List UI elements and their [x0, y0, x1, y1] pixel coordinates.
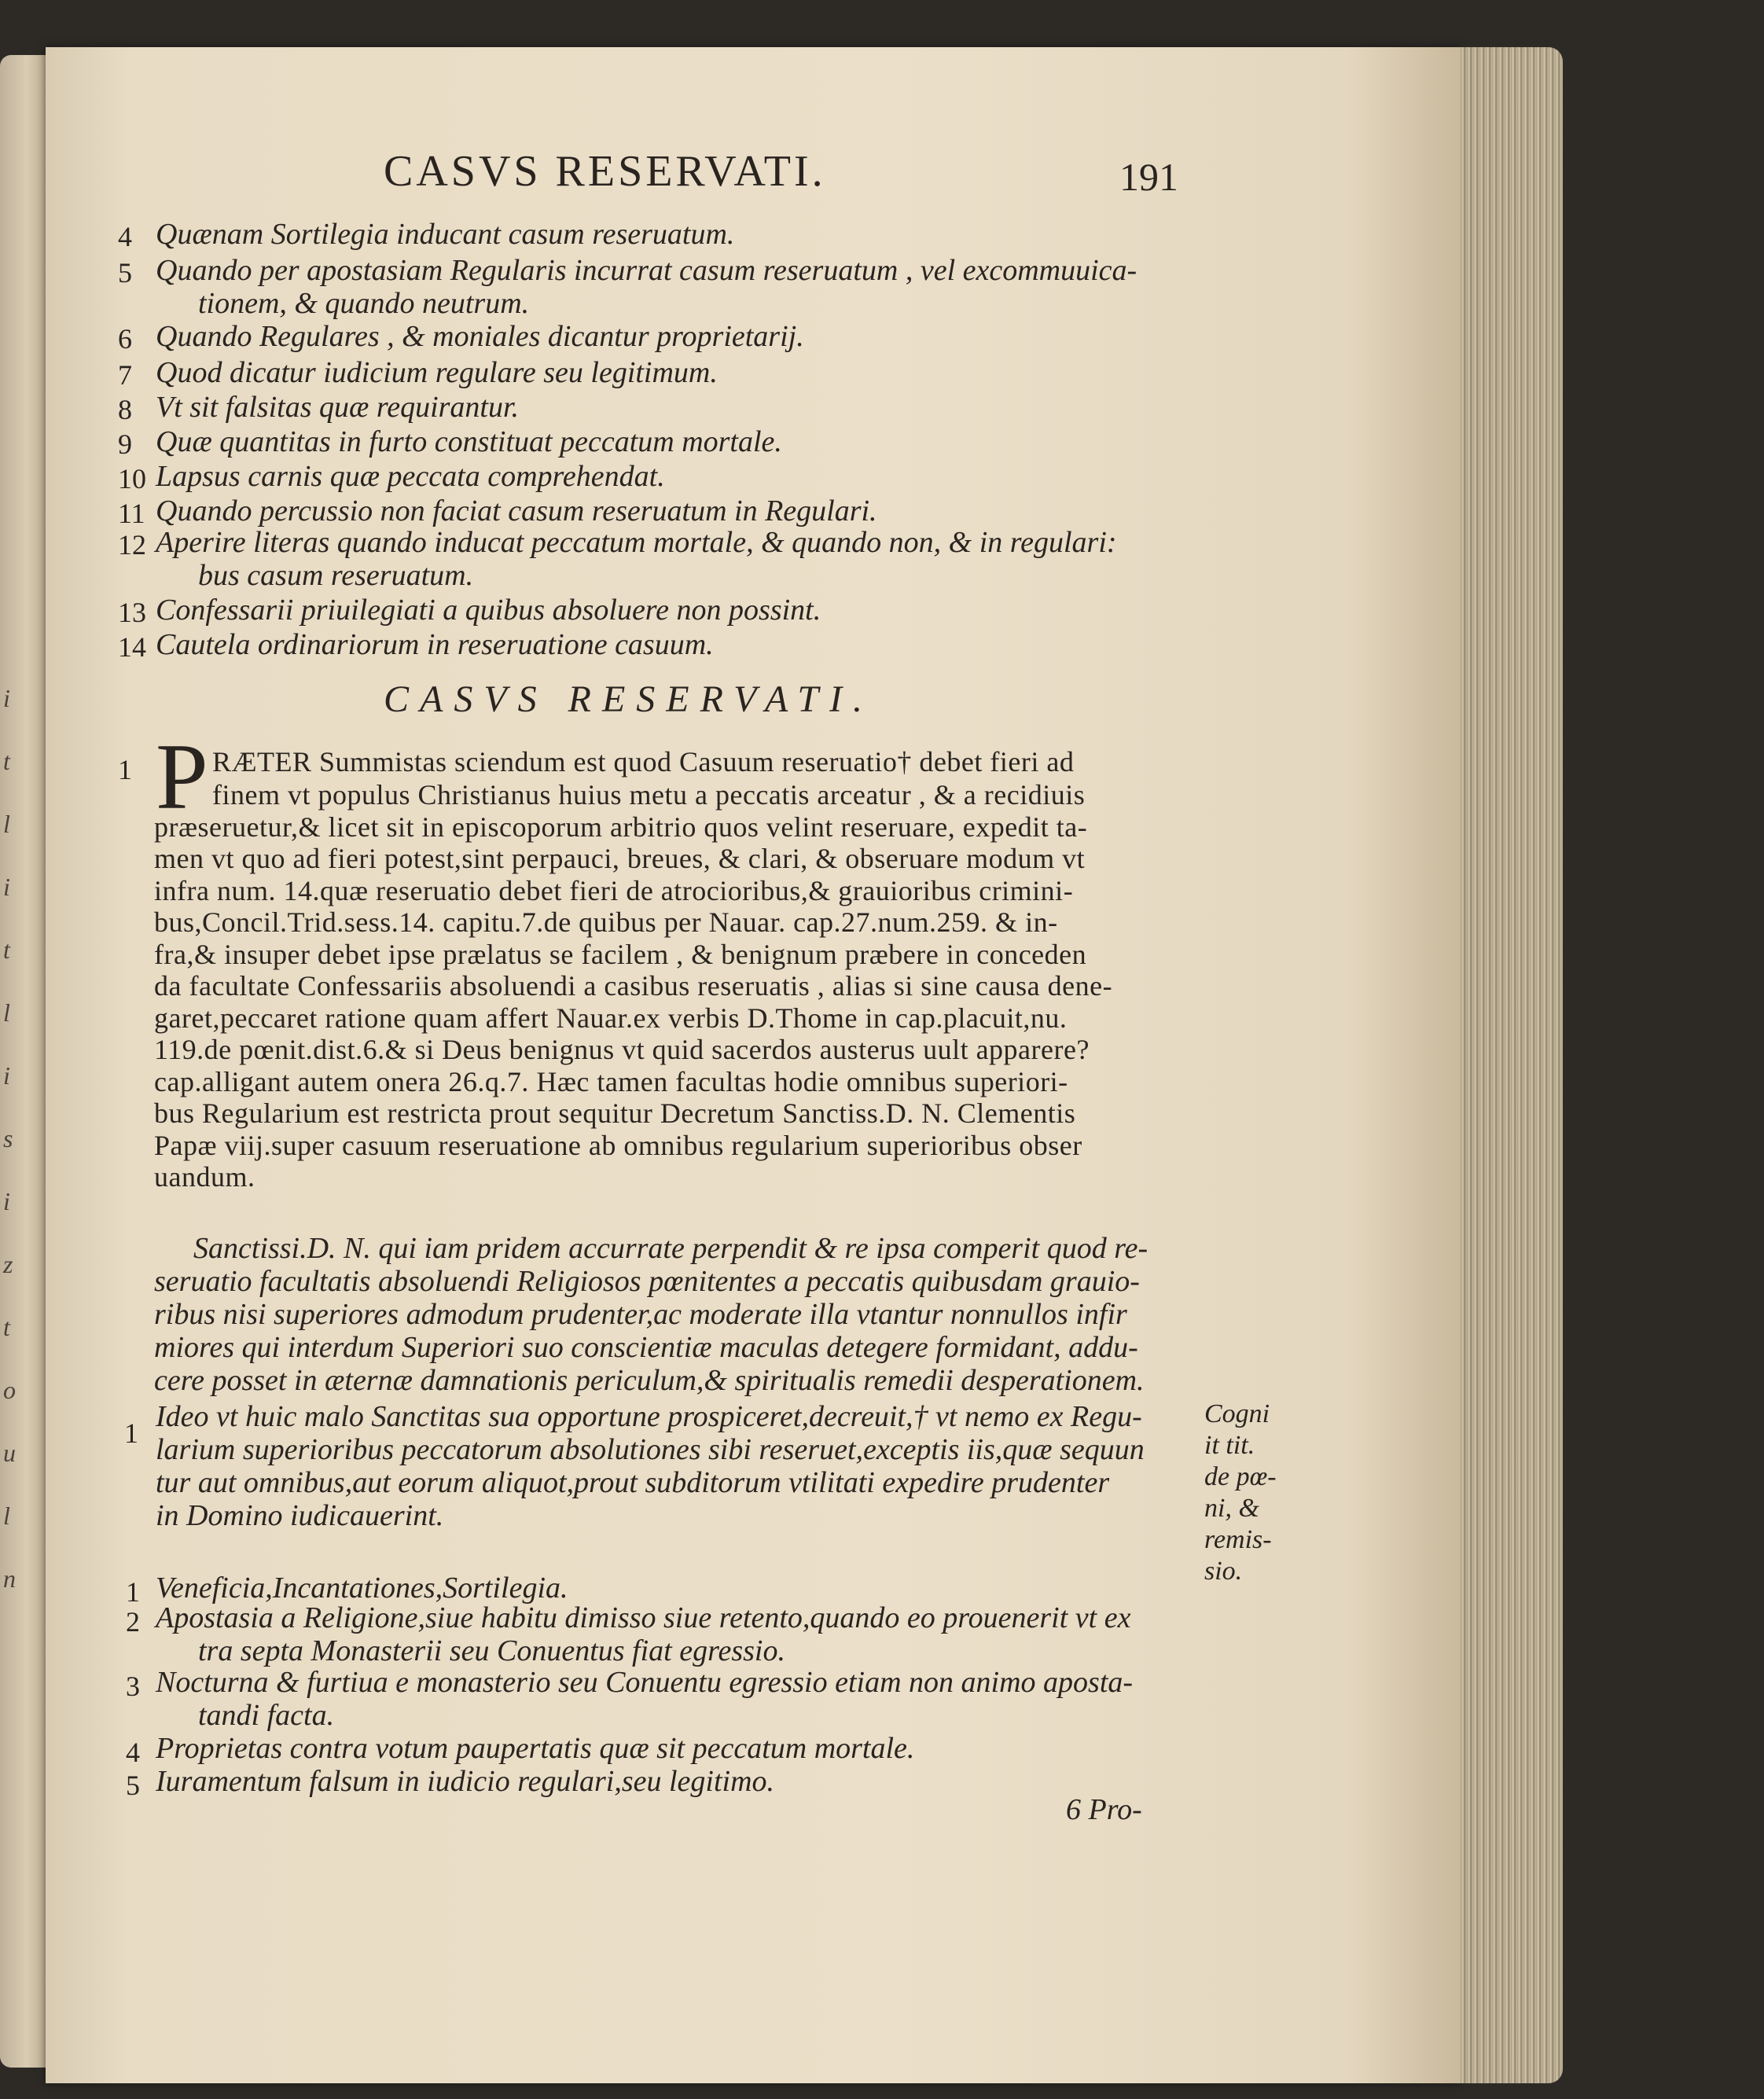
drop-cap: P [156, 724, 208, 829]
case-line: Nocturna & furtiua e monasterio seu Conuentu egressio etiam non animo aposta- [156, 1666, 1134, 1699]
case-line: tra septa Monasterii seu Conuentus fiat egressio. [198, 1634, 785, 1667]
toc-number: 6 [118, 323, 132, 355]
margin-note: it tit. [1204, 1431, 1255, 1460]
margin-note: ni, & [1204, 1494, 1259, 1523]
paragraph-line: bus,Concil.Trid.sess.14. capitu.7.de quibus per Nauar. cap.27.num.259. & in- [154, 906, 1058, 938]
case-line: Veneficia,Incantationes,Sortilegia. [156, 1571, 568, 1605]
left-page-edge-letter: l [3, 1502, 10, 1530]
decree-line: tur aut omnibus,aut eorum aliquot,prout subditorum vtilitati expedire prudenter [156, 1466, 1110, 1499]
case-number: 4 [126, 1737, 140, 1768]
toc-number: 12 [118, 529, 146, 561]
section-heading: CASVS RESERVATI. [384, 678, 874, 720]
toc-number: 11 [118, 498, 145, 529]
paragraph-line: cap.alligant autem onera 26.q.7. Hæc tamen facultas hodie omnibus superiori- [154, 1065, 1068, 1097]
case-line: Iuramentum falsum in iudicio regulari,seu legitimo. [156, 1765, 775, 1798]
paragraph-number: 1 [118, 754, 132, 785]
left-page-edge-letter: t [3, 936, 10, 964]
toc-line: tionem, & quando neutrum. [198, 287, 530, 320]
left-page-edge [0, 55, 49, 2068]
toc-line: Quæ quantitas in furto constituat peccatum mortale. [156, 425, 782, 458]
left-page-edge-letter: n [3, 1564, 16, 1593]
paragraph-line: 119.de pœnit.dist.6.& si Deus benignus vt quid sacerdos austerus uult apparere? [154, 1034, 1090, 1065]
margin-note: Cogni [1204, 1399, 1270, 1428]
margin-note: remis- [1204, 1525, 1272, 1554]
margin-note: de pœ- [1204, 1462, 1277, 1491]
page-fore-edge [1461, 47, 1563, 2083]
left-page-edge-letter: i [3, 1061, 10, 1090]
decree-line: larium superioribus peccatorum absolutiones sibi reseruet,exceptis iis,quæ sequun [156, 1433, 1145, 1466]
left-page-edge-letter: t [3, 747, 10, 775]
left-page-edge-letter: l [3, 998, 10, 1027]
toc-line: Quando per apostasiam Regularis incurrat casum reseruatum , vel excommuuica- [156, 254, 1137, 287]
left-page-edge-letter: t [3, 1313, 10, 1341]
toc-line: Confessarii priuilegiati a quibus absoluere non possint. [156, 594, 821, 627]
paragraph-line: Papæ viij.super casuum reseruatione ab omnibus regularium superioribus obser [154, 1129, 1082, 1161]
decree-line: cere posset in æternæ damnationis periculum,& spiritualis remedii desperationem. [154, 1364, 1145, 1397]
page-number: 191 [1119, 155, 1178, 199]
case-number: 1 [126, 1576, 140, 1608]
toc-line: Lapsus carnis quæ peccata comprehendat. [156, 460, 665, 493]
decree-line: Sanctissi.D. N. qui iam pridem accurrate perpendit & re ipsa comperit quod re- [193, 1232, 1148, 1265]
decree-line: in Domino iudicauerint. [156, 1499, 444, 1532]
margin-note: sio. [1204, 1557, 1243, 1586]
decree-line: Ideo vt huic malo Sanctitas sua opportune prospiceret,decreuit,† vt nemo ex Regu- [156, 1400, 1142, 1433]
left-page-edge-letter: i [3, 1187, 10, 1215]
toc-number: 7 [118, 359, 132, 391]
left-page-edge-letter: i [3, 684, 10, 712]
decree-line: ribus nisi superiores admodum prudenter,ac moderate illa vtantur nonnullos infir [154, 1298, 1127, 1331]
toc-number: 9 [118, 428, 132, 460]
toc-number: 14 [118, 631, 146, 663]
left-page-edge-letter: u [3, 1439, 16, 1467]
toc-number: 8 [118, 394, 132, 425]
toc-line: Quænam Sortilegia inducant casum reseruatum. [156, 218, 735, 251]
paragraph-line: præseruetur,& licet sit in episcoporum arbitrio quos velint reseruare, expedit ta- [154, 811, 1088, 843]
paragraph-line: uandum. [154, 1161, 255, 1193]
decree-number: 1 [124, 1417, 138, 1449]
paragraph-line: da facultate Confessariis absoluendi a casibus reseruatis , alias si sine causa dene- [154, 970, 1113, 1002]
case-line: Proprietas contra votum paupertatis quæ sit peccatum mortale. [156, 1732, 915, 1765]
toc-line: Cautela ordinariorum in reseruatione casuum. [156, 628, 714, 661]
left-page-edge-letter: o [3, 1376, 16, 1404]
case-line: Apostasia a Religione,siue habitu dimisso siue retento,quando eo prouenerit vt ex [156, 1601, 1131, 1634]
left-page-edge-letter: l [3, 810, 10, 838]
case-number: 3 [126, 1671, 140, 1702]
case-line: tandi facta. [198, 1699, 335, 1732]
toc-line: Vt sit falsitas quæ requirantur. [156, 391, 520, 424]
paragraph-line: men vt quo ad fieri potest,sint perpauci, breues, & clari, & obseruare modum vt [154, 843, 1086, 874]
paragraph-line: garet,peccaret ratione quam affert Nauar.ex verbis D.Thome in cap.placuit,nu. [154, 1002, 1068, 1034]
paragraph-line: infra num. 14.quæ reseruatio debet fieri de atrocioribus,& grauioribus crimini- [154, 874, 1074, 906]
toc-number: 10 [118, 463, 146, 494]
paragraph-line: finem vt populus Christianus huius metu a peccatis arceatur , & a recidiuis [212, 779, 1086, 811]
toc-number: 4 [118, 221, 132, 252]
toc-line: Quod dicatur iudicium regulare seu legitimum. [156, 356, 718, 389]
toc-number: 13 [118, 597, 146, 628]
decree-line: seruatio facultatis absoluendi Religiosos pœnitentes a peccatis quibusdam grauio- [154, 1265, 1140, 1298]
left-page-edge-letter: i [3, 873, 10, 901]
toc-line: Quando percussio non faciat casum reseruatum in Regulari. [156, 494, 877, 528]
toc-line: bus casum reseruatum. [198, 559, 474, 592]
paragraph-line: bus Regularium est restricta prout sequitur Decretum Sanctiss.D. N. Clementis [154, 1097, 1076, 1129]
case-number: 5 [126, 1770, 140, 1801]
paragraph-line: fra,& insuper debet ipse prælatus se facilem , & benignum præbere in conceden [154, 938, 1087, 970]
paragraph-line: RÆTER Summistas sciendum est quod Casuum reseruatio† debet fieri ad [212, 746, 1075, 777]
case-number: 2 [126, 1606, 140, 1638]
toc-number: 5 [118, 257, 132, 289]
left-page-edge-letter: s [3, 1124, 13, 1152]
left-page-edge-letter: z [3, 1250, 13, 1278]
catchword: 6 Pro- [1066, 1793, 1142, 1826]
toc-line: Quando Regulares , & moniales dicantur proprietarij. [156, 320, 804, 353]
decree-line: miores qui interdum Superiori suo conscientiæ maculas detegere formidant, addu- [154, 1331, 1138, 1364]
running-header: CASVS RESERVATI. [384, 147, 826, 196]
toc-line: Aperire literas quando inducat peccatum mortale, & quando non, & in regulari: [156, 526, 1117, 559]
